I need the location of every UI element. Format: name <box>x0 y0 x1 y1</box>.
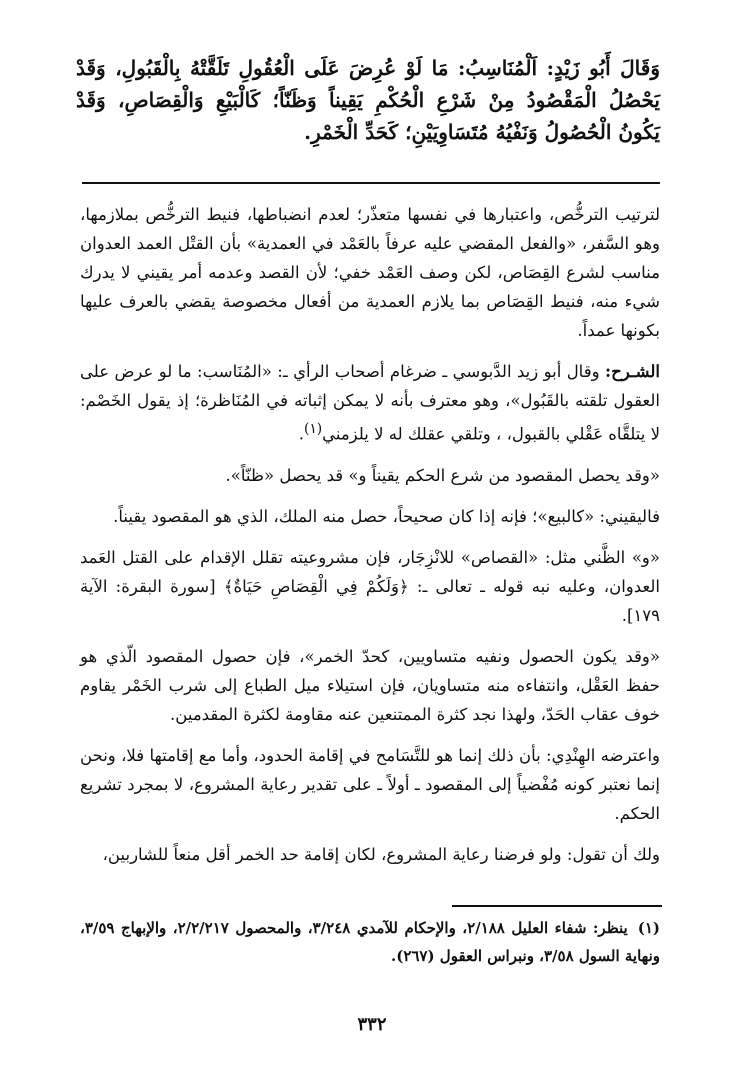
matn-separator-rule <box>82 182 660 184</box>
paragraph-end: . <box>298 424 304 444</box>
paragraph: لترتيب الترخُّص، واعتبارها في نفسها متعذّر؛ لعدم انضباطها، فنيط الترخُّص بملازمها، وهو السَّفر، «والفعل المقضي عليه عرفاً بالعَمْد في العمدية» بأن القتْل العمد العدوان مناسب لشرع القِصَاص، لكن وصف العَمْد خفي؛ لأن القصد وعدمه أمر يقيني لا يدرك شيء منه، فنيط القِصَاص بما يلازم العمدية من أفعال مخصوصة يقضي بالعرف عليها بكونها عمداً. <box>80 205 660 340</box>
paragraph-text: وقال أبو زيد الدَّبوسي ـ ضرغام أصحاب الرأي ـ: «المُنَاسب: ما لو عرض على العقول تلقته بالقَبُول»، وهو معترف بأنه لا يمكن إثباته في المُنَاظرة؛ إذ يقول الخَصْم: لا يتلقَّاه عَقْلي بالقبول، ، وتلقي عقلك له لا يلزمني <box>80 362 660 444</box>
footnote <box>80 914 660 970</box>
paragraph: واعترضه الهِنْدِي: بأن ذلك إنما هو للتَّسَامح في إقامة الحدود، وأما مع إقامتها فلا، ونحن إنما نعتبر كونه مُفْضياً إلى المقصود ـ أولاً ـ على تقدير رعاية المشروع، لا بمجرد تشريع الحكم. <box>80 745 660 823</box>
commentary-body <box>80 200 660 869</box>
footnote-number: (١) <box>637 919 660 937</box>
footnote-separator-rule <box>452 905 662 907</box>
paragraph: «و» الظَّني مثل: «القصاص» للانْزِجَار، فإن مشروعيته تقلل الإقدام على القتل العَمد العدوان، وعليه نبه قوله ـ تعالى ـ: ﴿وَلَكُمْ فِي الْقِصَاصِ حَيَاةٌ﴾ [سورة البقرة: الآية ١٧٩]. <box>80 547 660 625</box>
footnote-text: ينظر: شفاء العليل ٢/١٨٨، والإحكام للآمدي ٣/٢٤٨، والمحصول ٢/٢/٢١٧، والإبهاج ٣/٥٩، ونهاية السول ٣/٥٨، ونبراس العقول (٢٦٧). <box>80 919 660 965</box>
paragraph: «وقد يكون الحصول ونفيه متساويين، كحدّ الخمر»، فإن حصول المقصود الّذي هو حفظ العَقْل، وانتفاءه منه متساويان، فإن استيلاء ميل الطباع إلى شرب الخَمْر يقاوم خوف عقاب الحَدّ، ولهذا نجد كثرة الممتنعين عنه مقاومة لكثرة المقدمين. <box>80 646 660 724</box>
page-number: ٣٣٢ <box>357 1014 387 1035</box>
paragraph <box>80 357 660 449</box>
paragraph: «وقد يحصل المقصود من شرع الحكم يقيناً و» قد يحصل «ظنّاً». <box>225 465 660 485</box>
footnote-reference[interactable]: (١) <box>303 421 323 437</box>
paragraph: ولك أن تقول: ولو فرضنا رعاية المشروع، لكان إقامة حد الخمر أقل منعاً للشاربين، <box>102 844 660 864</box>
matn-text: وَقَالَ أَبُو زَيْدٍ: اَلْمُنَاسِبُ: مَا لَوْ عُرِضَ عَلَى الْعُقُولِ تَلَقَّتْهُ بِالْقَبُولِ، وَقَدْ يَحْصُلُ الْمَقْصُودُ مِنْ شَرْعِ الْحُكْمِ يَقِيناً وَظَنّاً؛ كَالْبَيْعِ وَالْقِصَاصِ، وَقَدْ يَكُونُ الْحُصُولُ وَنَفْيُهُ مُتَسَاوِيَيْنِ؛ كَحَدِّ الْخَمْرِ. <box>76 56 660 144</box>
paragraph: فاليقيني: «كالبيع»؛ فإنه إذا كان صحيحاً، حصل منه الملك، الذي هو المقصود يقيناً. <box>113 506 660 526</box>
sharh-label: الشـرح: <box>604 362 660 381</box>
